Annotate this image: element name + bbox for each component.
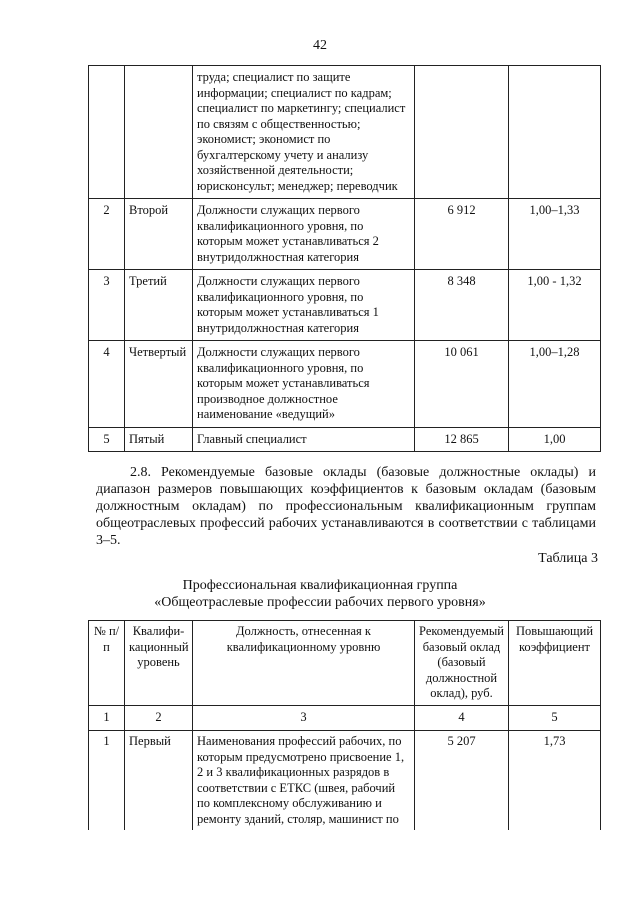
header-coefficient: Повышающий коэффициент [509, 621, 601, 706]
group-title-line: «Общеотраслевые профессии рабочих первого уровня» [154, 595, 486, 610]
level-cell: Пятый [125, 427, 193, 452]
group-title [0, 577, 640, 611]
table-row [89, 66, 601, 199]
salary-cell: 5 207 [415, 731, 509, 831]
group-title-line: Профессиональная квалификационная группа [182, 578, 458, 593]
position-cell: Должности служащих первого квалификационного уровня, по которым может устанавливаться 2 внутридолжностная категория [193, 199, 415, 270]
row-number: 5 [89, 427, 125, 452]
coefficient-cell: 1,00 - 1,32 [509, 270, 601, 341]
coefficient-cell: 1,00–1,28 [509, 341, 601, 428]
position-cell: Должности служащих первого квалификационного уровня, по которым может устанавливаться производное должностное наименование «ведущий» [193, 341, 415, 428]
row-number: 1 [89, 731, 125, 831]
column-number: 4 [415, 706, 509, 731]
row-number [89, 66, 125, 199]
body-paragraph: 2.8. Рекомендуемые базовые оклады (базовые должностные оклады) и диапазон размеров повышающих коэффициентов к базовым окладам (базовым должностным окладам) по профессиональным квалификационным группам общеотраслевых профессий рабочих устанавливаются в соответствии с таблицами 3–5. [96, 465, 596, 548]
salary-cell: 8 348 [415, 270, 509, 341]
coefficient-cell: 1,00 [509, 427, 601, 452]
table-row [89, 427, 601, 452]
salary-table-continued [88, 65, 601, 452]
coefficient-cell: 1,73 [509, 731, 601, 831]
level-cell: Второй [125, 199, 193, 270]
column-number-row [89, 706, 601, 731]
coefficient-cell [509, 66, 601, 199]
level-cell: Четвертый [125, 341, 193, 428]
salary-cell: 10 061 [415, 341, 509, 428]
position-cell: Должности служащих первого квалификационного уровня, по которым может устанавливаться 1 внутридолжностная категория [193, 270, 415, 341]
column-number: 1 [89, 706, 125, 731]
table-row [89, 199, 601, 270]
page-number: 42 [313, 38, 327, 53]
level-cell: Третий [125, 270, 193, 341]
header-num: № п/п [89, 621, 125, 706]
salary-cell [415, 66, 509, 199]
position-cell: Главный специалист [193, 427, 415, 452]
column-number: 5 [509, 706, 601, 731]
table-row [89, 270, 601, 341]
level-cell: Первый [125, 731, 193, 831]
salary-cell: 12 865 [415, 427, 509, 452]
table-row [89, 731, 601, 831]
row-number: 3 [89, 270, 125, 341]
table-header-row [89, 621, 601, 706]
row-number: 4 [89, 341, 125, 428]
position-cell: Наименования профессий рабочих, по которым предусмотрено присвоение 1, 2 и 3 квалификационных разрядов в соответствии с ЕТКС (швея, рабочий по комплексному обслуживанию и ремонту зданий, столяр, машинист по [193, 731, 415, 831]
row-number: 2 [89, 199, 125, 270]
salary-table-3 [88, 620, 601, 830]
column-number: 3 [193, 706, 415, 731]
salary-cell: 6 912 [415, 199, 509, 270]
header-position: Должность, отнесенная к квалификационному уровню [193, 621, 415, 706]
coefficient-cell: 1,00–1,33 [509, 199, 601, 270]
table-caption: Таблица 3 [538, 551, 598, 566]
position-cell: труда; специалист по защите информации; специалист по кадрам; специалист по маркетингу; специалист по связям с общественностью; экономист; экономист по бухгалтерскому учету и анализу хозяйственной деятельности; юрисконсульт; менеджер; переводчик [193, 66, 415, 199]
level-cell [125, 66, 193, 199]
column-number: 2 [125, 706, 193, 731]
header-salary: Рекомендуемый базовый оклад (базовый должностной оклад), руб. [415, 621, 509, 706]
table-row [89, 341, 601, 428]
header-level: Квалифи-кационный уровень [125, 621, 193, 706]
